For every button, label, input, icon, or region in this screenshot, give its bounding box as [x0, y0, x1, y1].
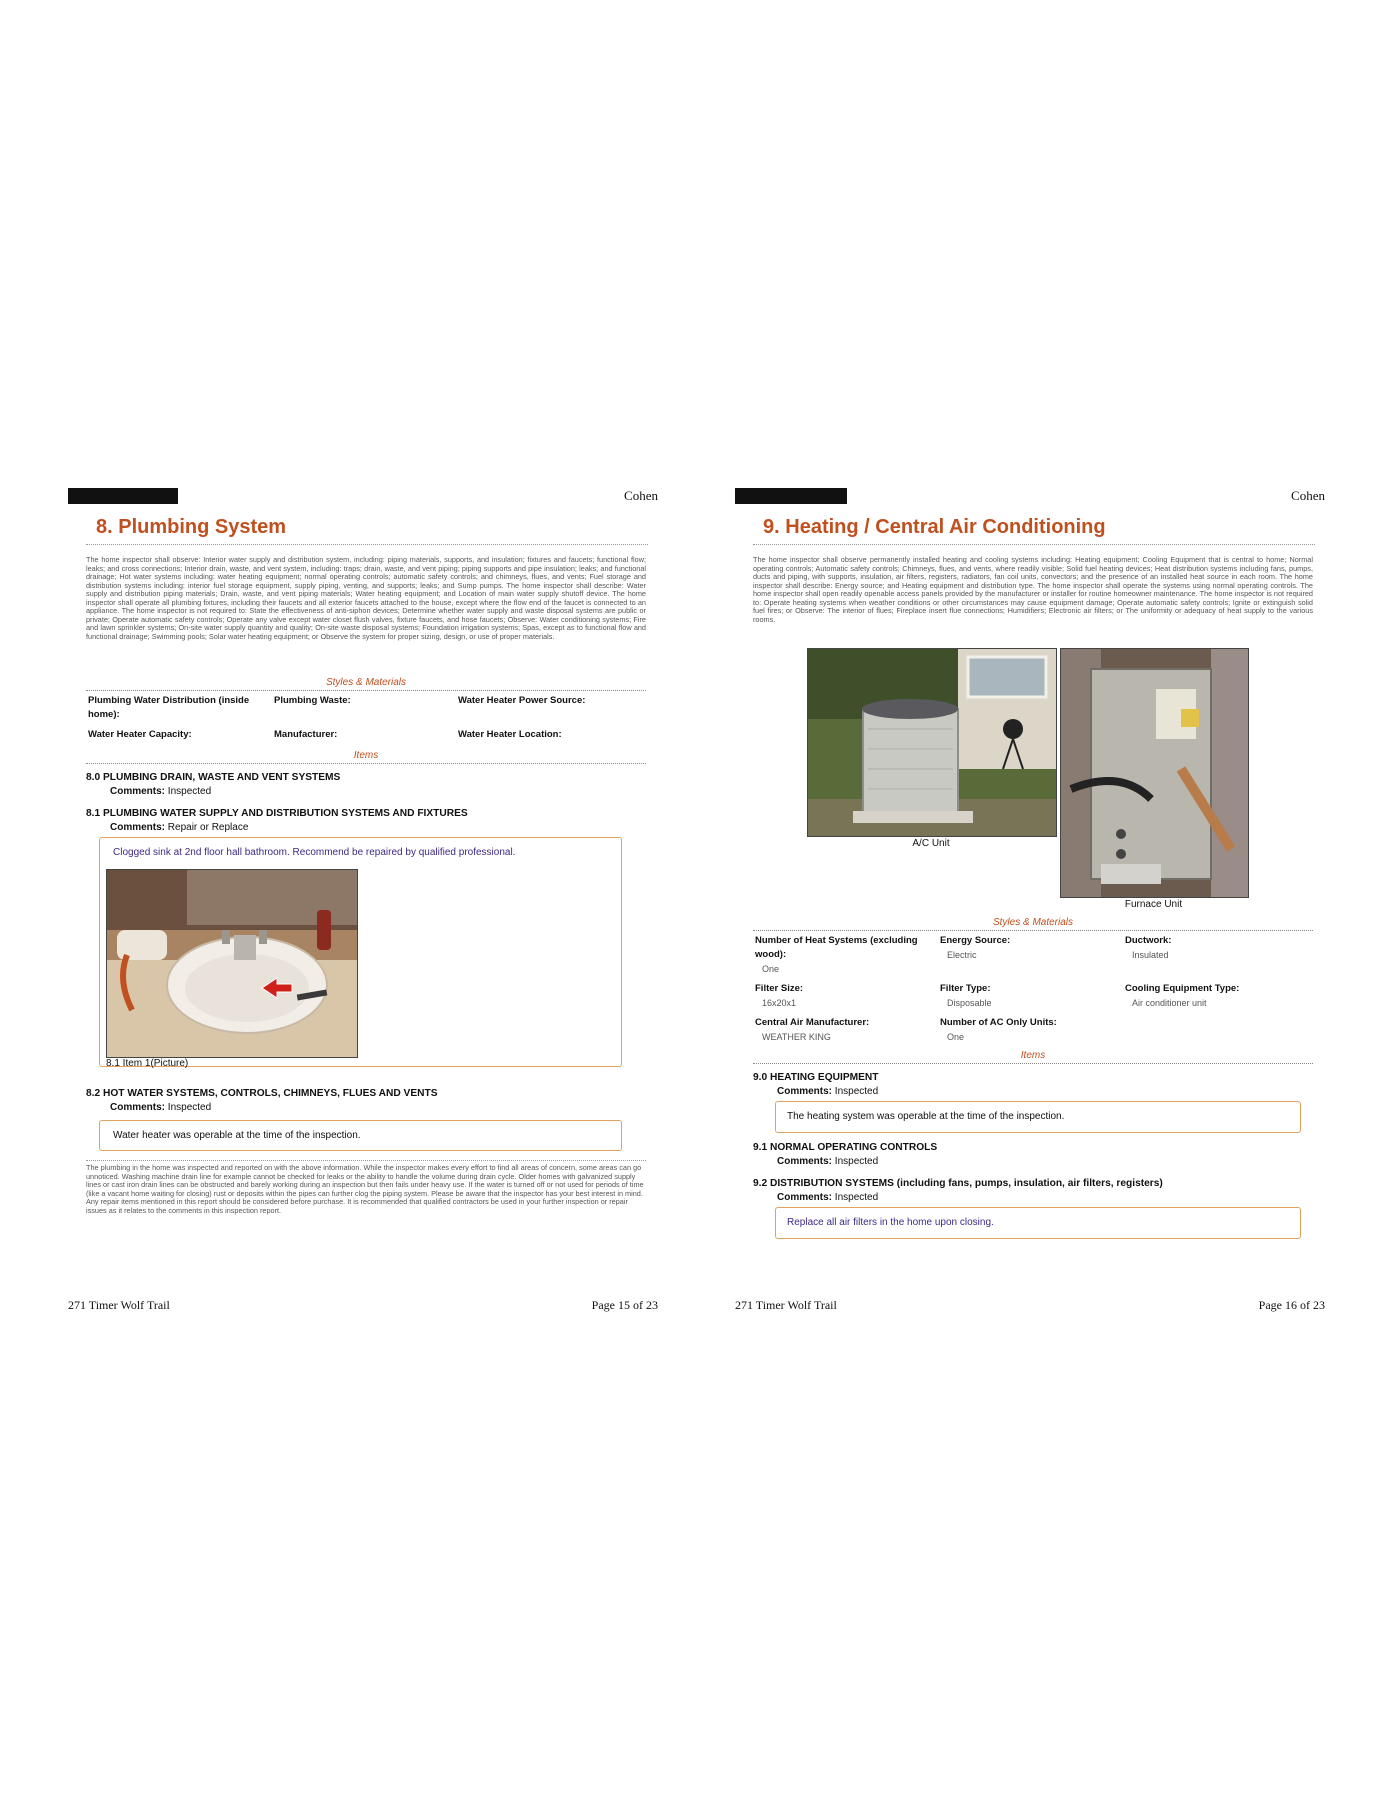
item-title: 8.0 PLUMBING DRAIN, WASTE AND VENT SYSTEMS: [86, 772, 341, 783]
title-divider: [86, 544, 648, 545]
ac-unit-illustration: [808, 649, 1056, 836]
item-title: 8.2 HOT WATER SYSTEMS, CONTROLS, CHIMNEYS, FLUES AND VENTS: [86, 1088, 438, 1099]
material-label: Water Heater Location:: [458, 729, 562, 740]
header-client-name: Cohen: [624, 488, 658, 503]
material-label: Central Air Manufacturer:: [755, 1017, 870, 1028]
photo-caption: Furnace Unit: [1124, 899, 1183, 910]
material-value: One: [947, 1032, 965, 1042]
furnace-unit-illustration: [1061, 649, 1248, 897]
comment-note: Water heater was operable at the time of the inspection.: [113, 1130, 361, 1141]
item-comment: Comments: Inspected: [110, 786, 212, 797]
material-label: Number of AC Only Units:: [940, 1017, 1057, 1028]
item-comment: Comments: Inspected: [110, 1102, 212, 1113]
material-label: Cooling Equipment Type:: [1125, 983, 1240, 994]
footer-page-number: Page 15 of 23: [591, 1298, 658, 1312]
title-divider: [753, 544, 1315, 545]
section-title: [96, 516, 286, 539]
material-label: Ductwork:: [1125, 935, 1172, 946]
material-value: Electric: [947, 950, 977, 960]
material-label: Water Heater Power Source:: [458, 695, 586, 706]
report-page-16: [735, 484, 1325, 1314]
material-value: Insulated: [1132, 950, 1169, 960]
items-heading: Items: [753, 1050, 1313, 1064]
footer-page-number: Page 16 of 23: [1258, 1298, 1325, 1312]
material-value: Air conditioner unit: [1132, 998, 1207, 1008]
comment-note: Replace all air filters in the home upon closing.: [787, 1217, 994, 1228]
section-title-text: Heating / Central Air Conditioning: [785, 516, 1106, 538]
item-comment: Comments: Inspected: [777, 1086, 879, 1097]
material-field: [274, 728, 444, 742]
sink-photo: [106, 869, 358, 1058]
material-label: Plumbing Water Distribution (inside home):: [88, 695, 250, 720]
styles-materials-heading: Styles & Materials: [86, 677, 646, 691]
material-label: Filter Size:: [755, 983, 804, 994]
material-value: 16x20x1: [762, 998, 797, 1008]
material-field: [1125, 934, 1315, 962]
sink-photo-illustration: [107, 870, 357, 1057]
material-field: [940, 1016, 1110, 1044]
redacted-block: [735, 488, 847, 504]
material-field: [274, 694, 444, 708]
item-title: 9.2 DISTRIBUTION SYSTEMS (including fans, pumps, insulation, air filters, registers): [753, 1178, 1163, 1189]
item-title: 9.1 NORMAL OPERATING CONTROLS: [753, 1142, 938, 1153]
material-field: [88, 694, 258, 722]
footer-address: 271 Timer Wolf Trail: [68, 1298, 170, 1312]
material-field: [755, 934, 925, 976]
material-label: Energy Source:: [940, 935, 1011, 946]
items-heading: Items: [86, 750, 646, 764]
item-comment: Comments: Inspected: [777, 1192, 879, 1203]
material-label: Water Heater Capacity:: [88, 729, 192, 740]
material-value: One: [762, 964, 780, 974]
material-field: [88, 728, 258, 742]
redacted-block: [68, 488, 178, 504]
section-intro-text: The home inspector shall observe: Interior water supply and distribution system, including: piping materials, supports, and insulation; fixtures and faucets; functional flow; leaks; and cross connections; Interior drain, waste, and vent system, including: traps; drain, waste, and vent piping; piping supports and pipe insulation; leaks; and functional drainage; Hot water systems including: water heating equipment; normal operating controls; automatic safety controls; and chimneys, flues, and vents; Fuel storage and distribution systems including: interior fuel storage equipment, supply piping, venting, and supports; leaks; and Sump pumps. The home inspector shall describe: Water supply and distribution piping materials; Drain, waste, and vent piping materials; Water heating equipment; and Location of main water supply shutoff device. The home inspector shall operate all plumbing fixtures, including their faucets and all exterior faucets attached to the house, except where the flow end of the faucet is connected to an appliance. The home inspector is not required to: State the effectiveness of anti-siphon devices; Determine whether water supply and waste disposal systems are public or private; Operate automatic safety controls; Operate any valve except water closet flush valves, fixture faucets, and hose faucets; Observe: Water conditioning systems; Fire and lawn sprinkler systems; On-site water supply quantity and quality; On-site waste disposal systems; Foundation irrigation systems; Spas, except as to functional flow and functional drainage; Swimming pools; Solar water heating equipment; or Observe the system for proper sizing, design, or use of proper materials.: [86, 555, 646, 641]
material-label: Number of Heat Systems (excluding wood):: [755, 935, 918, 960]
section-number: 8.: [96, 516, 113, 538]
comment-note: The heating system was operable at the time of the inspection.: [787, 1111, 1065, 1122]
item-title: 9.0 HEATING EQUIPMENT: [753, 1072, 879, 1083]
section-title: [763, 516, 1106, 539]
item-comment: Comments: Inspected: [777, 1156, 879, 1167]
material-label: Plumbing Waste:: [274, 695, 351, 706]
section-number: 9.: [763, 516, 780, 538]
material-field: [940, 934, 1110, 962]
material-field: [458, 694, 648, 708]
header-client-name: Cohen: [1291, 488, 1325, 503]
material-value: WEATHER KING: [762, 1032, 831, 1042]
footer-address: 271 Timer Wolf Trail: [735, 1298, 837, 1312]
report-page-15: [68, 484, 658, 1314]
section-intro-text: The home inspector shall observe permanently installed heating and cooling systems including: Heating equipment; Cooling Equipment that is central to home; Normal operating controls; Automatic safety controls; Chimneys, flues, and vents, where readily visible; Solid fuel heating devices; Heat distribution systems including fans, pumps, ducts and piping, with supports, insulation, air filters, registers, radiators, fan coil units, convectors; and the presence of an installed heat source in each room. The home inspector shall describe: Energy source; and Heating equipment and distribution type. The home inspector shall operate the systems using normal operating controls. The home inspector shall open readily openable access panels provided by the manufacturer or installer for routine homeowner maintenance. The home inspector is not required to: Operate heating systems when weather conditions or other circumstances may cause equipment damage; Operate automatic safety controls; Ignite or extinguish solid fuel fires; or Observe: The interior of flues; Fireplace insert flue connections; Humidifiers; Electronic air filters; or The uniformity or adequacy of heat supply to the various rooms.: [753, 555, 1313, 624]
material-field: [940, 982, 1110, 1010]
section-title-text: Plumbing System: [118, 516, 287, 538]
item-title: 8.1 PLUMBING WATER SUPPLY AND DISTRIBUTION SYSTEMS AND FIXTURES: [86, 808, 468, 819]
material-field: [755, 982, 925, 1010]
furnace-unit-photo: [1060, 648, 1249, 898]
material-field: [458, 728, 648, 742]
ac-unit-photo: [807, 648, 1057, 837]
material-label: Manufacturer:: [274, 729, 338, 740]
styles-materials-heading: Styles & Materials: [753, 917, 1313, 931]
material-label: Filter Type:: [940, 983, 991, 994]
material-field: [1125, 982, 1315, 1010]
comment-note: Clogged sink at 2nd floor hall bathroom. Recommend be repaired by qualified professional.: [113, 847, 516, 858]
item-comment: Comments: Repair or Replace: [110, 822, 249, 833]
photo-caption: A/C Unit: [912, 838, 950, 849]
photo-caption: 8.1 Item 1(Picture): [106, 1058, 189, 1069]
material-value: Disposable: [947, 998, 992, 1008]
material-field: [755, 1016, 925, 1044]
section-footer-note: The plumbing in the home was inspected and reported on with the above information. While the inspector makes every effort to find all areas of concern, some areas can go unnoticed. Washing machine drain line for example cannot be checked for leaks or the ability to handle the volume during drain cycle. Older homes with galvanized supply lines or cast iron drain lines can be obstructed and barely working during an inspection but then fails under heavy use. If the water is turned off or not used for periods of time (like a vacant home waiting for closing) rust or deposits within the pipes can further clog the piping system. Please be aware that the inspector has your best interest in mind. Any repair items mentioned in this report should be considered before purchase. It is recommended that qualified contractors be used in your further inspection or repair issues as it relates to the comments in this inspection report.: [86, 1160, 646, 1215]
